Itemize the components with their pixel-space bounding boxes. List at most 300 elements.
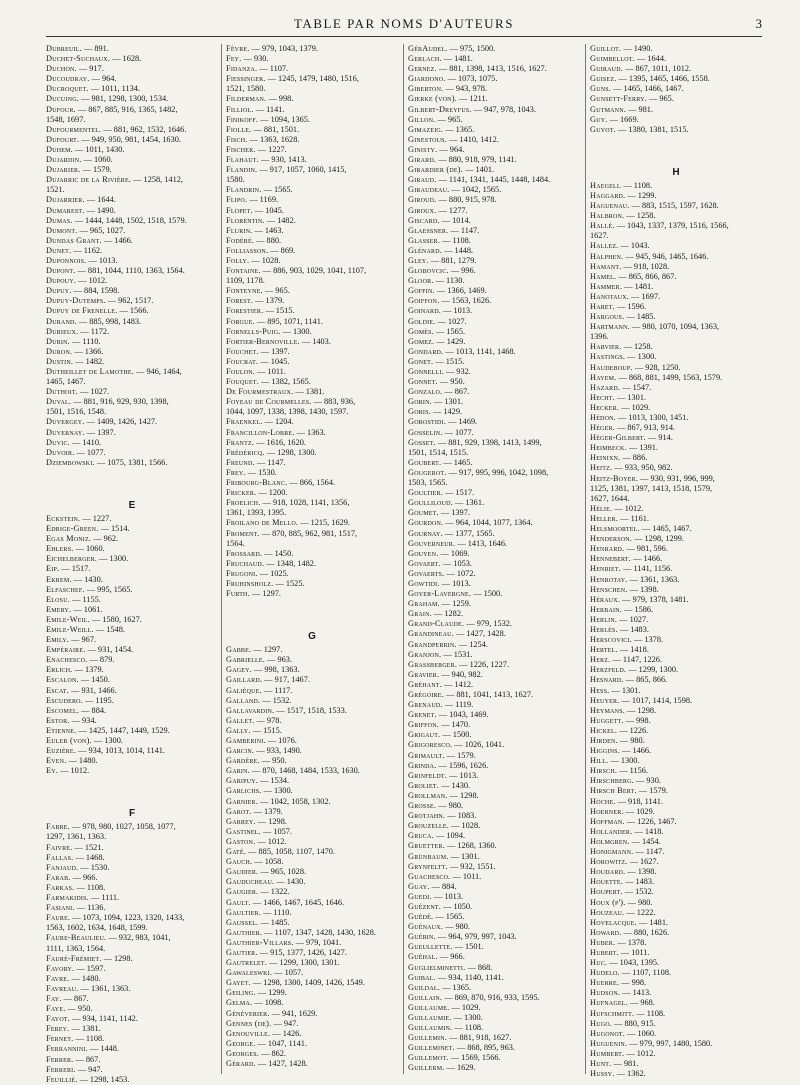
page-refs: — 870, 885, 962, 981, 1517, (261, 528, 358, 538)
page-refs: — 881, 916, 929, 930, 1398, (73, 397, 169, 407)
page-refs: — 1172. (80, 326, 110, 336)
author-name: Garin. (226, 766, 250, 776)
page-refs: — 1027. (437, 316, 467, 326)
page-refs: — 964, 1044, 1077, 1364. (445, 518, 533, 528)
author-entry (46, 974, 218, 984)
author-name: Dunet. (46, 245, 72, 255)
author-entry (46, 256, 218, 266)
page-refs: — 1534. (260, 776, 290, 786)
author-name: Farab. (46, 872, 71, 882)
author-name: Grenet. (408, 710, 437, 720)
author-entry (590, 797, 762, 807)
author-entry (46, 145, 218, 155)
author-entry (590, 867, 762, 877)
author-name: Fèvre. (226, 44, 250, 53)
page-refs: — 1580, 1627. (92, 614, 142, 624)
page-refs: — 1077. (76, 447, 106, 457)
author-entry (226, 387, 398, 397)
author-entry (46, 716, 218, 726)
author-name: Fonteyne. (226, 286, 263, 296)
author-name: Flurin. (226, 225, 253, 235)
author-entry (226, 877, 398, 887)
author-entry (226, 1049, 398, 1059)
page-refs: — 1300. (627, 352, 657, 362)
page-refs: — 1299. (257, 988, 287, 998)
author-name: Egas Moniz. (46, 534, 92, 544)
author-entry (408, 185, 580, 195)
page-refs: — 1429. (433, 407, 463, 417)
author-name: Hess. (590, 685, 610, 695)
author-entry (590, 262, 762, 272)
page-refs: — 1268, 1360. (446, 841, 497, 851)
page-refs: 1465, 1467. (46, 377, 86, 387)
page-refs: — 1380, 1381, 1515. (618, 124, 689, 134)
section-letter: E (128, 499, 136, 511)
page-refs: 1109, 1178. (226, 276, 265, 286)
author-name: Erlich. (46, 665, 73, 675)
author-name: Haggard. (590, 190, 626, 200)
author-entry (226, 867, 398, 877)
author-name: Gomès. (408, 326, 434, 336)
page-refs: — 998. (268, 94, 294, 104)
author-entry (226, 94, 398, 104)
author-name: Grand-Claude. (408, 619, 465, 629)
author-name: Girardier (de). (408, 165, 463, 175)
author-name: Guyot. (590, 124, 616, 134)
author-entry (408, 1003, 580, 1013)
author-entry (46, 883, 218, 893)
author-name: Ducuing. (46, 94, 79, 104)
page-refs: — 1047, 1141. (257, 1038, 308, 1048)
page-refs: — 934, 1013, 1014, 1141. (78, 746, 165, 756)
page-refs: 1521, 1580. (226, 84, 266, 94)
section-letter: F (128, 808, 136, 820)
author-name: Gaussel. (226, 917, 259, 927)
author-name: Gouyen. (408, 548, 439, 558)
page-refs: — 1147. (635, 847, 665, 857)
author-name: Guedj. (408, 891, 432, 901)
page-refs: — 880, 918, 979, 1141. (438, 155, 517, 165)
author-entry (590, 948, 762, 958)
author-name: Garnier. (226, 796, 258, 806)
page-refs: — 1413, 1646. (457, 538, 508, 548)
page-refs: — 918, 1141. (617, 796, 664, 806)
author-entry (226, 296, 398, 306)
author-name: Flahaut. (226, 155, 259, 165)
author-entry (408, 650, 580, 660)
page-refs: — 1697. (631, 291, 661, 301)
author-entry (46, 665, 218, 675)
author-entry (590, 665, 762, 675)
author-name: Hayem. (590, 372, 617, 382)
page-refs: — 1141, 1156. (623, 564, 673, 574)
author-name: Grosse. (408, 801, 437, 811)
author-entry (46, 1014, 218, 1024)
page-refs: — 1011. (257, 367, 286, 376)
author-name: Favory. (46, 963, 75, 973)
author-entry (226, 569, 398, 579)
page-refs: — 885, 998, 1483. (78, 316, 142, 326)
author-name: Dufourmentel. (46, 124, 102, 134)
author-entry (46, 564, 218, 574)
author-name: Holmgren. (590, 836, 630, 846)
author-name: Hastings. (590, 352, 626, 362)
author-name: Gougerot. (408, 467, 447, 477)
author-name: Escudero. (46, 695, 83, 705)
author-entry (408, 125, 580, 135)
author-entry (226, 1059, 398, 1069)
author-name: Fisch. (226, 134, 248, 144)
author-name: Goumet. (408, 508, 439, 518)
author-entry (226, 786, 398, 796)
page-refs: — 1013. (443, 306, 473, 316)
page-refs: — 1565. (436, 326, 466, 336)
author-entry (408, 963, 580, 973)
author-entry (226, 908, 398, 918)
page-refs: — 980. (619, 736, 645, 745)
page-refs: — 914. (648, 433, 673, 443)
author-name: Forest. (226, 296, 254, 306)
section-spacer (46, 468, 218, 498)
author-name: Graham. (408, 599, 440, 609)
author-entry (590, 44, 762, 54)
entry-continuation (46, 923, 218, 933)
page-refs: — 1425, 1447, 1449, 1529. (78, 725, 170, 735)
page-refs: — 1200. (258, 488, 288, 498)
page-refs: — 1028. (451, 821, 481, 831)
author-name: Ferey. (46, 1024, 70, 1034)
author-entry (408, 458, 580, 468)
author-name: GérAudel. (408, 44, 448, 53)
entry-continuation (46, 115, 218, 125)
author-entry (590, 857, 762, 867)
page-refs: — 930, 931, 996, 999, (640, 473, 715, 483)
page-refs: — 1259. (441, 599, 471, 609)
author-entry (408, 660, 580, 670)
page-refs: — 998, 1363. (254, 665, 300, 675)
page-refs: 1111, 1363, 1564. (46, 943, 106, 953)
author-name: Furth. (226, 589, 250, 599)
page-refs: — 1298. (103, 953, 133, 963)
author-entry (590, 433, 762, 443)
author-entry (590, 898, 762, 908)
author-entry (226, 968, 398, 978)
author-name: Giberton. (408, 84, 444, 94)
page-refs: — 1466, 1467, 1645, 1646. (252, 897, 345, 907)
author-entry (226, 1029, 398, 1039)
page-refs: — 1156. (619, 766, 648, 776)
page-refs: — 1301. (617, 392, 647, 402)
author-entry (226, 988, 398, 998)
author-name: Heymans. (590, 705, 626, 715)
author-name: Flandin. (226, 165, 258, 175)
entry-continuation (590, 332, 762, 342)
author-entry (408, 115, 580, 125)
page-refs: — 1481. (624, 281, 654, 291)
author-entry (590, 998, 762, 1008)
author-entry (46, 853, 218, 863)
author-entry (590, 958, 762, 968)
author-name: Gaugier. (226, 887, 259, 897)
page-refs: — 1378. (634, 635, 664, 645)
author-name: Globovcic. (408, 266, 449, 276)
page-refs: — 962, 1517. (107, 296, 154, 306)
author-entry (408, 276, 580, 286)
author-name: Goiffon. (408, 296, 440, 306)
entry-continuation (46, 185, 218, 195)
author-name: Guénaux. (408, 922, 443, 932)
page-refs: — 1111. (90, 893, 120, 903)
page-refs: — 1300. (453, 1013, 483, 1022)
page-refs: 1563, 1602, 1634, 1648, 1599. (46, 923, 148, 933)
author-entry (408, 438, 580, 448)
author-name: Garot. (226, 806, 252, 816)
author-entry (408, 922, 580, 932)
page-refs: — 1043, 1469. (438, 710, 489, 720)
author-entry (226, 756, 398, 766)
author-name: Gally. (226, 725, 251, 735)
author-name: Hubert. (590, 947, 619, 957)
author-entry (226, 145, 398, 155)
page-refs: 1501, 1516, 1548. (46, 407, 107, 417)
page-refs: — 1161. (620, 513, 649, 523)
author-entry (46, 1024, 218, 1034)
author-entry (226, 54, 398, 64)
page-refs: — 1094. (436, 831, 466, 841)
page-refs: — 867, 1011, 1012. (625, 64, 692, 74)
author-name: Dundas Grant. (46, 235, 102, 245)
page-refs: — 1226. (619, 725, 649, 735)
author-entry (226, 978, 398, 988)
author-name: Herscovici. (590, 635, 632, 645)
page-refs: — 1363. (296, 427, 326, 437)
author-name: Duvernay. (46, 427, 85, 437)
section-letter: G (308, 631, 316, 643)
author-name: Grimault. (408, 750, 445, 760)
author-entry (408, 801, 580, 811)
author-entry (408, 216, 580, 226)
author-entry (590, 252, 762, 262)
author-entry (46, 1055, 218, 1065)
page-refs: — 932. (445, 367, 471, 376)
author-name: Emile-Weill. (46, 624, 94, 634)
author-name: Gauthier-Villars. (226, 937, 294, 947)
page-refs: — 1298, 1453. (79, 1074, 130, 1084)
page-refs: — 979, 1043, 1379. (251, 44, 319, 53)
author-name: Houette. (590, 877, 623, 887)
page-refs: — 1563, 1626. (441, 296, 492, 306)
author-entry (408, 952, 580, 962)
page-refs: — 1027. (80, 387, 110, 397)
author-index (46, 44, 762, 1084)
page-refs: — 930. (243, 54, 269, 64)
page-refs: — 1410, 1412. (449, 134, 499, 144)
author-entry (408, 579, 580, 589)
page-refs: — 918, 1028, 1141, 1356, (262, 498, 350, 508)
author-name: Gierke (von). (408, 94, 457, 104)
author-name: Hussy. (590, 1069, 615, 1079)
author-name: Dupont. (46, 266, 76, 276)
page-refs: — 1525. (275, 578, 305, 588)
author-entry (408, 347, 580, 357)
author-entry (46, 575, 218, 585)
author-name: Enachesco. (46, 655, 88, 665)
author-name: Faivre. (46, 842, 73, 852)
header-rule (46, 36, 762, 37)
page-refs: — 964. (91, 74, 117, 84)
author-entry (408, 791, 580, 801)
author-entry (46, 84, 218, 94)
page-refs: — 979, 1378, 1481. (622, 594, 689, 604)
author-entry (46, 195, 218, 205)
author-name: Dumont. (46, 225, 78, 235)
author-name: Frugoni. (226, 568, 258, 578)
page-refs: 1564. (226, 538, 245, 548)
page-refs: — 1110. (72, 336, 101, 346)
page-refs: — 930. (636, 776, 661, 786)
page-refs: — 1482. (266, 215, 296, 225)
author-entry (590, 564, 762, 574)
entry-continuation (46, 944, 218, 954)
page-refs: — 884. (431, 881, 457, 891)
page-refs: — 934, 1140, 1141. (437, 972, 504, 982)
author-entry (46, 155, 218, 165)
page-refs: — 1077. (444, 427, 474, 437)
page-refs: — 979, 997, 1480, 1580. (629, 1038, 713, 1048)
author-name: Gaultier. (226, 907, 261, 917)
author-entry (46, 347, 218, 357)
author-name: Héger-Gilbert. (590, 433, 646, 443)
author-name: Guillemin. (408, 1033, 448, 1043)
author-name: Grassberger. (408, 659, 458, 669)
page-refs: — 1094, 1365. (260, 114, 311, 124)
author-entry (408, 852, 580, 862)
page-refs: — 1299. (627, 190, 657, 200)
author-entry (590, 675, 762, 685)
author-name: Fontaine. (226, 266, 261, 276)
page-refs: — 928, 1250. (634, 362, 681, 372)
author-name: Fraenkel. (226, 417, 263, 427)
author-entry (408, 337, 580, 347)
author-entry (46, 125, 218, 135)
page-refs: — 1514. (100, 524, 130, 534)
page-refs: — 1226, 1227. (459, 659, 510, 669)
page-refs: — 1215, 1629. (300, 518, 350, 528)
page-refs: — 1057. (262, 826, 292, 836)
author-entry (46, 686, 218, 696)
author-entry (46, 1034, 218, 1044)
author-name: Duthoit. (46, 387, 78, 397)
author-name: Dziembowski. (46, 457, 95, 467)
author-entry (46, 994, 218, 1004)
author-name: Dumarest. (46, 205, 85, 215)
page-refs: — 880. (256, 235, 282, 245)
author-name: Houzeau. (590, 907, 625, 917)
author-name: Forgue. (226, 316, 255, 326)
page-refs: — 1530. (80, 862, 110, 872)
author-name: Frey. (226, 467, 246, 477)
page-refs: — 1147, 1226. (612, 655, 662, 665)
page-refs: — 1058. (254, 857, 284, 867)
author-entry (226, 579, 398, 589)
author-entry (408, 932, 580, 942)
author-entry (46, 135, 218, 145)
page-refs: — 1108. (76, 882, 106, 892)
author-name: Dujarier. (46, 165, 81, 175)
author-name: Finikoff. (226, 114, 259, 124)
page-refs: — 868, 881, 1499, 1563, 1579. (618, 372, 723, 382)
author-name: Fornells-Puig. (226, 326, 281, 336)
author-name: Guimbellot. (590, 54, 635, 64)
page-refs: — 1448. (89, 1044, 120, 1054)
page-refs: — 1130. (435, 276, 465, 286)
page-refs: — 1515. (265, 306, 295, 316)
author-name: Gamberini. (226, 736, 266, 745)
page-refs: — 1490. (623, 44, 653, 53)
page-refs: — 1060. (75, 544, 105, 554)
author-name: Escomel. (46, 705, 80, 715)
author-entry (590, 1049, 762, 1059)
page-refs: — 1391. (628, 443, 658, 453)
author-name: Groliet. (408, 780, 439, 790)
author-name: Elosu. (46, 594, 71, 604)
page-refs: — 1398. (627, 867, 657, 877)
page-refs: — 917. (78, 64, 104, 74)
page-refs: — 1119. (444, 700, 474, 710)
page-refs: — 1597. (76, 963, 106, 973)
author-name: Gorostidi. (408, 417, 447, 427)
author-entry (46, 766, 218, 776)
author-entry (408, 902, 580, 912)
author-name: Hovelacque. (590, 917, 637, 927)
page-refs: — 964, 979, 997, 1043. (437, 932, 517, 942)
author-entry (590, 514, 762, 524)
author-entry (46, 44, 218, 54)
author-name: Ey. (46, 766, 59, 776)
page-refs: — 1483. (625, 877, 655, 887)
author-entry (590, 554, 762, 564)
author-name: Durieux. (46, 326, 79, 336)
author-name: Duhem. (46, 144, 73, 154)
author-name: Duponnois. (46, 255, 87, 265)
page-refs: — 1483. (619, 624, 649, 634)
author-name: Gutmann. (590, 104, 626, 114)
author-name: Gennes (de). (226, 1018, 272, 1028)
page-refs: — 1057. (274, 968, 304, 978)
author-name: Garlichs. (226, 786, 262, 796)
page-refs: — 949, 950, 981, 1454, 1630. (81, 134, 181, 144)
page-refs: — 1226, 1467. (626, 816, 677, 826)
author-entry (408, 518, 580, 528)
entry-continuation (226, 84, 398, 94)
author-entry (46, 387, 218, 397)
author-entry (408, 1063, 580, 1073)
author-entry (226, 44, 398, 54)
page-refs: — 1045. (260, 356, 290, 366)
author-entry (226, 125, 398, 135)
author-entry (226, 928, 398, 938)
author-entry (226, 559, 398, 569)
author-entry (408, 942, 580, 952)
author-name: Heimbeck. (590, 443, 627, 453)
entry-continuation (590, 494, 762, 504)
author-entry (590, 191, 762, 201)
author-entry (46, 175, 218, 185)
author-entry (590, 64, 762, 74)
page-refs: — 1547. (622, 382, 652, 392)
page-refs: — 1501. (454, 942, 484, 952)
author-name: Ginestous. (408, 134, 447, 144)
